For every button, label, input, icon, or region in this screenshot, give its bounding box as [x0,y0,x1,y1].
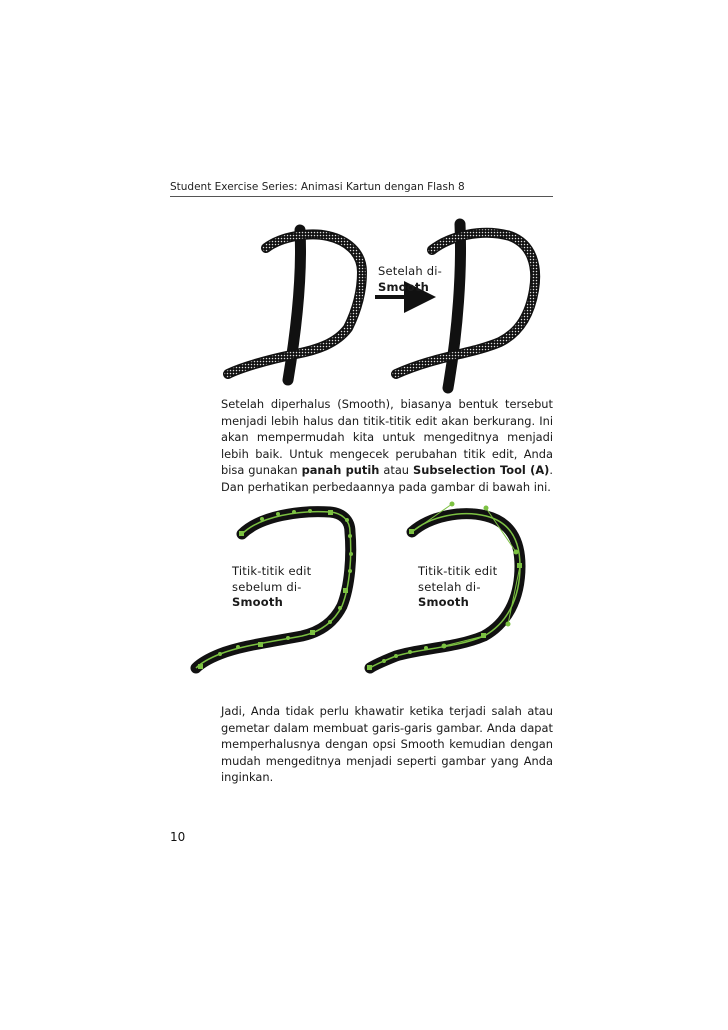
before-label-line3: Smooth [232,595,283,609]
running-title: Student Exercise Series: Animasi Kartun dengan Flash 8 [170,181,465,193]
paragraph-1-bold-b: Subselection Tool (A) [413,463,550,477]
after-label-line2: setelah di- [418,579,481,594]
paragraph-1-bold-a: panah putih [301,463,380,477]
paragraph-2: Jadi, Anda tidak perlu khawatir ketika terjadi salah atau gemetar dalam membuat garis-garis gambar. Anda dapat memperhalusnya dengan opsi Smooth kemudian dengan mudah mengeditnya menjadi seperti gambar yang Anda inginkan. [221,704,553,784]
before-smooth-label [232,564,311,611]
before-label-line2: sebelum di- [232,579,302,594]
smooth-caption-line2: Smooth [378,279,429,294]
before-label-line1: Titik-titik edit [232,564,312,578]
smoothed-shape [396,224,535,388]
smooth-comparison-figure [220,210,560,395]
smooth-caption-line1: Setelah di- [378,264,442,278]
paragraph-1-text-c: . Dan perhatikan perbedaannya pada gambar di bawah ini. [221,463,554,494]
running-header [170,181,553,197]
page-number: 10 [170,830,186,844]
paragraph-1-text-b: atau [379,463,414,477]
rough-shape [228,230,362,380]
after-smooth-label [418,564,497,611]
after-label-line1: Titik-titik edit [418,564,498,578]
paragraph-1-text-a: Setelah diperhalus (Smooth), biasanya bentuk tersebut menjadi lebih halus dan titik-titik edit akan berkurang. Ini akan mempermudah kita untuk mengeditnya menjadi lebih baik. Untuk mengecek perubahan titik edit, Anda bisa gunakan [221,397,553,477]
after-label-line3: Smooth [418,595,469,609]
paragraph-1 [221,396,553,495]
smooth-caption [378,264,442,295]
